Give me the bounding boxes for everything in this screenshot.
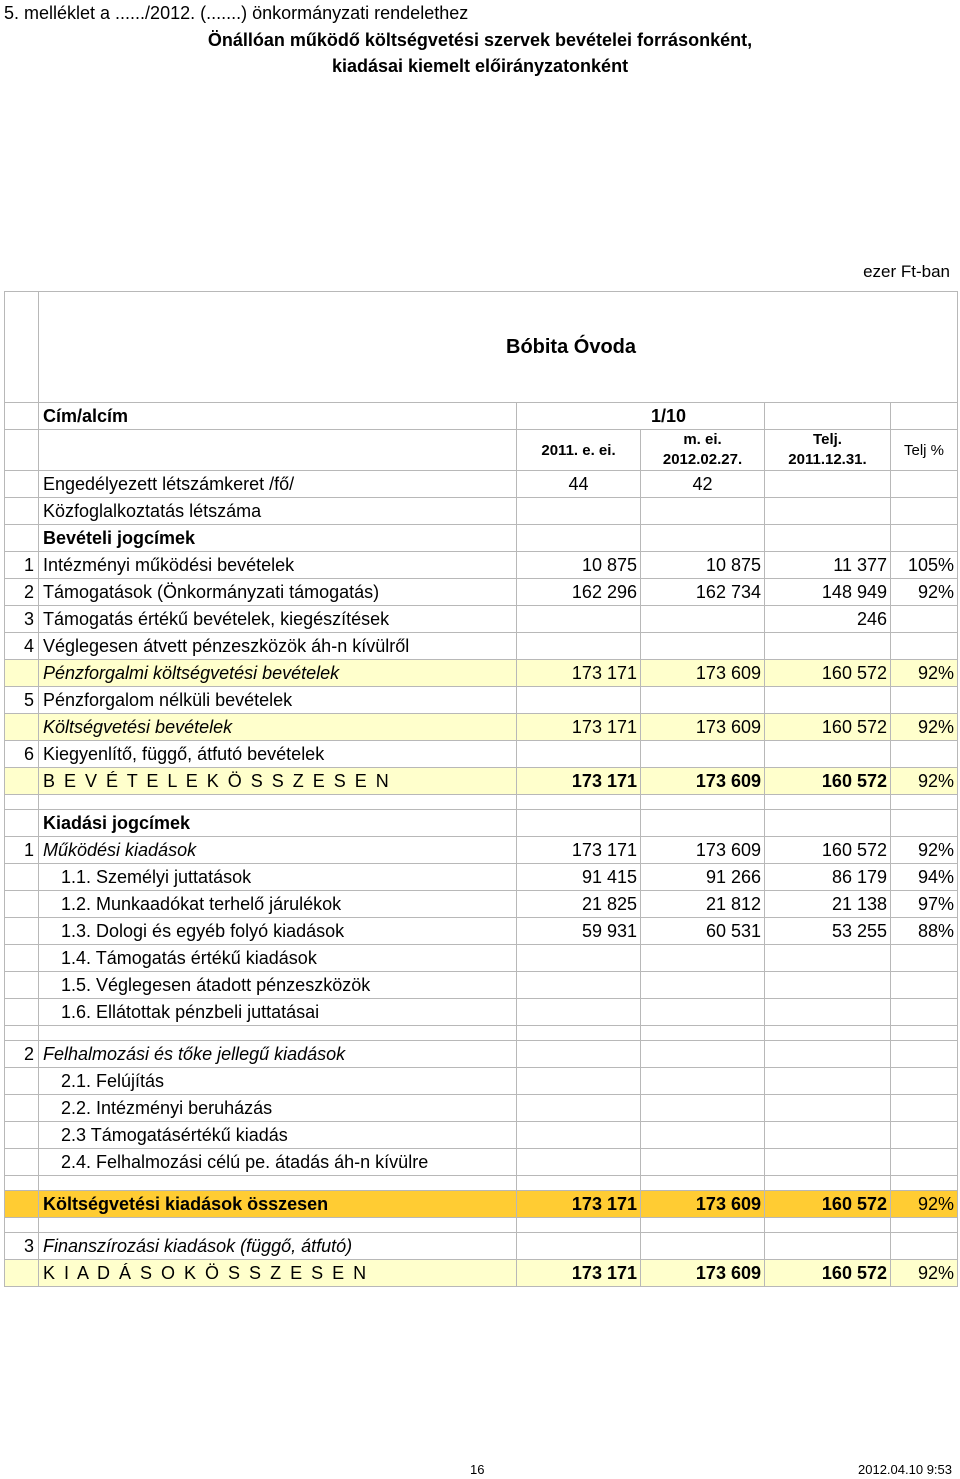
row-number: 5 bbox=[5, 687, 39, 714]
page-number: 16 bbox=[470, 1462, 485, 1477]
table-row bbox=[5, 741, 958, 768]
value-actual: 160 572 bbox=[765, 768, 891, 795]
spacer-row bbox=[5, 1218, 958, 1233]
value-original bbox=[517, 1041, 641, 1068]
value-pct bbox=[891, 1233, 958, 1260]
table-row bbox=[5, 606, 958, 633]
value-modified bbox=[641, 945, 765, 972]
empty-cell bbox=[517, 1218, 641, 1233]
row-number bbox=[5, 768, 39, 795]
value-actual: 246 bbox=[765, 606, 891, 633]
value-pct: 97% bbox=[891, 891, 958, 918]
value-original: 173 171 bbox=[517, 837, 641, 864]
print-timestamp: 2012.04.10 9:53 bbox=[858, 1462, 952, 1477]
row-label: 2.3 Támogatásértékű kiadás bbox=[39, 1122, 517, 1149]
empty-cell bbox=[891, 1026, 958, 1041]
empty-cell bbox=[5, 1026, 39, 1041]
value-modified: 173 609 bbox=[641, 837, 765, 864]
spacer-row bbox=[5, 1176, 958, 1191]
row-label: 2.1. Felújítás bbox=[39, 1068, 517, 1095]
table-row bbox=[5, 714, 958, 741]
value-modified: 91 266 bbox=[641, 864, 765, 891]
row-number bbox=[5, 972, 39, 999]
value-original bbox=[517, 687, 641, 714]
revenue-section-title: Bevételi jogcímek bbox=[39, 525, 517, 552]
row-label: Kiegyenlítő, függő, átfutó bevételek bbox=[39, 741, 517, 768]
row-number bbox=[5, 1068, 39, 1095]
empty-cell bbox=[39, 1026, 517, 1041]
value-actual: 160 572 bbox=[765, 1191, 891, 1218]
value-pct: 92% bbox=[891, 1191, 958, 1218]
table-row bbox=[5, 1122, 958, 1149]
table-row bbox=[5, 660, 958, 687]
budget-table bbox=[4, 291, 958, 1287]
col-header-modified-l2: 2012.02.27. bbox=[662, 451, 743, 468]
value-modified bbox=[641, 741, 765, 768]
value-original bbox=[517, 945, 641, 972]
row-label: 1.4. Támogatás értékű kiadások bbox=[39, 945, 517, 972]
row-label: 1.6. Ellátottak pénzbeli juttatásai bbox=[39, 999, 517, 1026]
row-number bbox=[5, 714, 39, 741]
value-modified bbox=[641, 633, 765, 660]
cim-value: 1/10 bbox=[517, 403, 765, 430]
value-actual: 53 255 bbox=[765, 918, 891, 945]
col-header-actual-l2: 2011.12.31. bbox=[788, 451, 867, 468]
value-modified bbox=[641, 1122, 765, 1149]
cim-row bbox=[5, 403, 958, 430]
value-original bbox=[517, 606, 641, 633]
row-number bbox=[5, 999, 39, 1026]
staff-label: Engedélyezett létszámkeret /fő/ bbox=[39, 471, 517, 498]
table-row bbox=[5, 687, 958, 714]
row-label: Támogatás értékű bevételek, kiegészítések bbox=[39, 606, 517, 633]
empty-cell bbox=[641, 1026, 765, 1041]
value-original bbox=[517, 1068, 641, 1095]
row-label: Pénzforgalom nélküli bevételek bbox=[39, 687, 517, 714]
value-pct bbox=[891, 633, 958, 660]
row-label: Intézményi működési bevételek bbox=[39, 552, 517, 579]
public-work-label: Közfoglalkoztatás létszáma bbox=[39, 498, 517, 525]
table-row bbox=[5, 1095, 958, 1122]
col-header-actual-l1: Telj. bbox=[813, 431, 842, 448]
value-modified: 173 609 bbox=[641, 1260, 765, 1287]
spacer-row bbox=[5, 795, 958, 810]
empty-cell bbox=[5, 795, 39, 810]
value-modified: 60 531 bbox=[641, 918, 765, 945]
value-modified bbox=[641, 1233, 765, 1260]
value-pct bbox=[891, 972, 958, 999]
value-modified bbox=[641, 687, 765, 714]
value-pct bbox=[891, 999, 958, 1026]
value-original bbox=[517, 1149, 641, 1176]
row-label: Költségvetési kiadások összesen bbox=[39, 1191, 517, 1218]
value-actual bbox=[765, 1122, 891, 1149]
value-modified: 173 609 bbox=[641, 768, 765, 795]
value-original: 173 171 bbox=[517, 1260, 641, 1287]
value-actual bbox=[765, 1041, 891, 1068]
empty-cell bbox=[641, 810, 765, 837]
value-original: 173 171 bbox=[517, 1191, 641, 1218]
column-header-row bbox=[5, 430, 958, 471]
row-number: 1 bbox=[5, 837, 39, 864]
empty-cell bbox=[765, 1026, 891, 1041]
value-modified: 173 609 bbox=[641, 660, 765, 687]
value-pct: 92% bbox=[891, 768, 958, 795]
table-row bbox=[5, 918, 958, 945]
value-modified bbox=[641, 1068, 765, 1095]
empty-cell bbox=[891, 1176, 958, 1191]
value-actual bbox=[765, 1095, 891, 1122]
document-title-line1: Önállóan működő költségvetési szervek bevételei forrásonként, bbox=[207, 30, 753, 50]
empty-cell bbox=[39, 1176, 517, 1191]
value-modified bbox=[641, 972, 765, 999]
row-label: 1.5. Véglegesen átadott pénzeszközök bbox=[39, 972, 517, 999]
value-pct: 92% bbox=[891, 1260, 958, 1287]
public-work-row bbox=[5, 498, 958, 525]
table-row bbox=[5, 972, 958, 999]
row-label: 1.2. Munkaadókat terhelő járulékok bbox=[39, 891, 517, 918]
value-actual bbox=[765, 1068, 891, 1095]
col-header-actual bbox=[765, 430, 891, 471]
staff-value-2: 42 bbox=[641, 471, 765, 498]
table-row bbox=[5, 1149, 958, 1176]
row-number bbox=[5, 945, 39, 972]
row-label: Véglegesen átvett pénzeszközök áh-n kívülről bbox=[39, 633, 517, 660]
value-pct: 92% bbox=[891, 660, 958, 687]
table-row bbox=[5, 1191, 958, 1218]
row-number bbox=[5, 918, 39, 945]
value-original: 21 825 bbox=[517, 891, 641, 918]
row-number: 6 bbox=[5, 741, 39, 768]
table-row bbox=[5, 864, 958, 891]
staff-row bbox=[5, 471, 958, 498]
row-label: K I A D Á S O K Ö S S Z E S E N bbox=[39, 1260, 517, 1287]
value-pct: 94% bbox=[891, 864, 958, 891]
unit-label: ezer Ft-ban bbox=[863, 262, 950, 281]
row-label: Támogatások (Önkormányzati támogatás) bbox=[39, 579, 517, 606]
value-original bbox=[517, 1122, 641, 1149]
col-header-original: 2011. e. ei. bbox=[517, 430, 641, 471]
empty-cell bbox=[5, 810, 39, 837]
row-number bbox=[5, 891, 39, 918]
value-actual bbox=[765, 633, 891, 660]
table-row bbox=[5, 633, 958, 660]
table-row bbox=[5, 945, 958, 972]
row-label: Költségvetési bevételek bbox=[39, 714, 517, 741]
row-label: 1.1. Személyi juttatások bbox=[39, 864, 517, 891]
value-actual: 11 377 bbox=[765, 552, 891, 579]
row-number: 3 bbox=[5, 1233, 39, 1260]
value-actual bbox=[765, 972, 891, 999]
value-actual bbox=[765, 1149, 891, 1176]
value-modified bbox=[641, 606, 765, 633]
value-actual: 160 572 bbox=[765, 714, 891, 741]
spacer-row bbox=[5, 1026, 958, 1041]
row-number bbox=[5, 864, 39, 891]
value-pct bbox=[891, 606, 958, 633]
empty-cell bbox=[891, 810, 958, 837]
empty-cell bbox=[891, 795, 958, 810]
table-row bbox=[5, 1233, 958, 1260]
value-pct bbox=[891, 1041, 958, 1068]
value-actual: 21 138 bbox=[765, 891, 891, 918]
col-header-modified bbox=[641, 430, 765, 471]
value-actual: 160 572 bbox=[765, 837, 891, 864]
row-label: B E V É T E L E K Ö S S Z E S E N bbox=[39, 768, 517, 795]
row-label: 1.3. Dologi és egyéb folyó kiadások bbox=[39, 918, 517, 945]
row-label: Pénzforgalmi költségvetési bevételek bbox=[39, 660, 517, 687]
row-number bbox=[5, 1095, 39, 1122]
row-number: 1 bbox=[5, 552, 39, 579]
table-row bbox=[5, 768, 958, 795]
document-title-line2: kiadásai kiemelt előirányzatonként bbox=[331, 56, 629, 76]
revenue-title-row bbox=[5, 525, 958, 552]
empty-cell bbox=[891, 1218, 958, 1233]
value-actual bbox=[765, 687, 891, 714]
value-original bbox=[517, 633, 641, 660]
table-row bbox=[5, 1260, 958, 1287]
row-label: 2.2. Intézményi beruházás bbox=[39, 1095, 517, 1122]
empty-cell bbox=[39, 1218, 517, 1233]
value-modified: 21 812 bbox=[641, 891, 765, 918]
value-actual bbox=[765, 945, 891, 972]
value-pct bbox=[891, 945, 958, 972]
value-actual bbox=[765, 741, 891, 768]
empty-cell bbox=[765, 1176, 891, 1191]
table-row bbox=[5, 837, 958, 864]
row-number bbox=[5, 1122, 39, 1149]
value-original: 10 875 bbox=[517, 552, 641, 579]
empty-cell bbox=[517, 1176, 641, 1191]
table-row bbox=[5, 999, 958, 1026]
value-original: 173 171 bbox=[517, 714, 641, 741]
value-pct bbox=[891, 741, 958, 768]
value-modified bbox=[641, 1149, 765, 1176]
row-number: 2 bbox=[5, 1041, 39, 1068]
institution-name: Bóbita Óvoda bbox=[39, 292, 958, 403]
value-actual bbox=[765, 1233, 891, 1260]
empty-cell bbox=[641, 795, 765, 810]
empty-cell bbox=[517, 795, 641, 810]
value-pct: 92% bbox=[891, 579, 958, 606]
value-modified bbox=[641, 999, 765, 1026]
table-row bbox=[5, 891, 958, 918]
value-pct bbox=[891, 1122, 958, 1149]
table-row bbox=[5, 552, 958, 579]
row-number bbox=[5, 1260, 39, 1287]
expense-section-title: Kiadási jogcímek bbox=[39, 810, 517, 837]
empty-cell bbox=[765, 810, 891, 837]
row-number bbox=[5, 1191, 39, 1218]
value-actual: 86 179 bbox=[765, 864, 891, 891]
annex-title: 5. melléklet a ....../2012. (.......) önkormányzati rendelethez bbox=[4, 3, 469, 23]
row-number: 3 bbox=[5, 606, 39, 633]
value-modified: 173 609 bbox=[641, 1191, 765, 1218]
value-pct bbox=[891, 1149, 958, 1176]
empty-cell bbox=[641, 1218, 765, 1233]
empty-cell bbox=[5, 1176, 39, 1191]
value-original bbox=[517, 741, 641, 768]
value-modified bbox=[641, 1041, 765, 1068]
row-label: Működési kiadások bbox=[39, 837, 517, 864]
institution-row bbox=[5, 292, 958, 403]
value-pct bbox=[891, 1068, 958, 1095]
value-actual bbox=[765, 999, 891, 1026]
value-pct: 88% bbox=[891, 918, 958, 945]
row-number: 4 bbox=[5, 633, 39, 660]
col-header-pct: Telj % bbox=[891, 430, 958, 471]
value-original: 91 415 bbox=[517, 864, 641, 891]
row-number bbox=[5, 660, 39, 687]
value-pct bbox=[891, 687, 958, 714]
cim-label: Cím/alcím bbox=[39, 403, 517, 430]
value-original: 173 171 bbox=[517, 768, 641, 795]
staff-value-1: 44 bbox=[517, 471, 641, 498]
value-modified: 173 609 bbox=[641, 714, 765, 741]
table-row bbox=[5, 579, 958, 606]
value-pct: 92% bbox=[891, 714, 958, 741]
expense-title-row bbox=[5, 810, 958, 837]
row-label: Felhalmozási és tőke jellegű kiadások bbox=[39, 1041, 517, 1068]
value-original: 59 931 bbox=[517, 918, 641, 945]
empty-cell bbox=[5, 1218, 39, 1233]
table-row bbox=[5, 1068, 958, 1095]
value-original: 162 296 bbox=[517, 579, 641, 606]
value-actual: 160 572 bbox=[765, 660, 891, 687]
value-modified bbox=[641, 1095, 765, 1122]
row-number: 2 bbox=[5, 579, 39, 606]
value-modified: 10 875 bbox=[641, 552, 765, 579]
value-pct bbox=[891, 1095, 958, 1122]
value-pct: 92% bbox=[891, 837, 958, 864]
row-label: 2.4. Felhalmozási célú pe. átadás áh-n kívülre bbox=[39, 1149, 517, 1176]
empty-cell bbox=[765, 795, 891, 810]
value-actual: 160 572 bbox=[765, 1260, 891, 1287]
row-label: Finanszírozási kiadások (függő, átfutó) bbox=[39, 1233, 517, 1260]
col-header-modified-l1: m. ei. bbox=[683, 431, 722, 448]
empty-cell bbox=[517, 1026, 641, 1041]
empty-cell bbox=[39, 795, 517, 810]
empty-cell bbox=[641, 1176, 765, 1191]
value-original bbox=[517, 1233, 641, 1260]
value-pct: 105% bbox=[891, 552, 958, 579]
value-original bbox=[517, 972, 641, 999]
row-number bbox=[5, 1149, 39, 1176]
value-actual: 148 949 bbox=[765, 579, 891, 606]
value-original bbox=[517, 999, 641, 1026]
value-original: 173 171 bbox=[517, 660, 641, 687]
empty-cell bbox=[765, 1218, 891, 1233]
value-modified: 162 734 bbox=[641, 579, 765, 606]
empty-cell bbox=[517, 810, 641, 837]
value-original bbox=[517, 1095, 641, 1122]
table-row bbox=[5, 1041, 958, 1068]
